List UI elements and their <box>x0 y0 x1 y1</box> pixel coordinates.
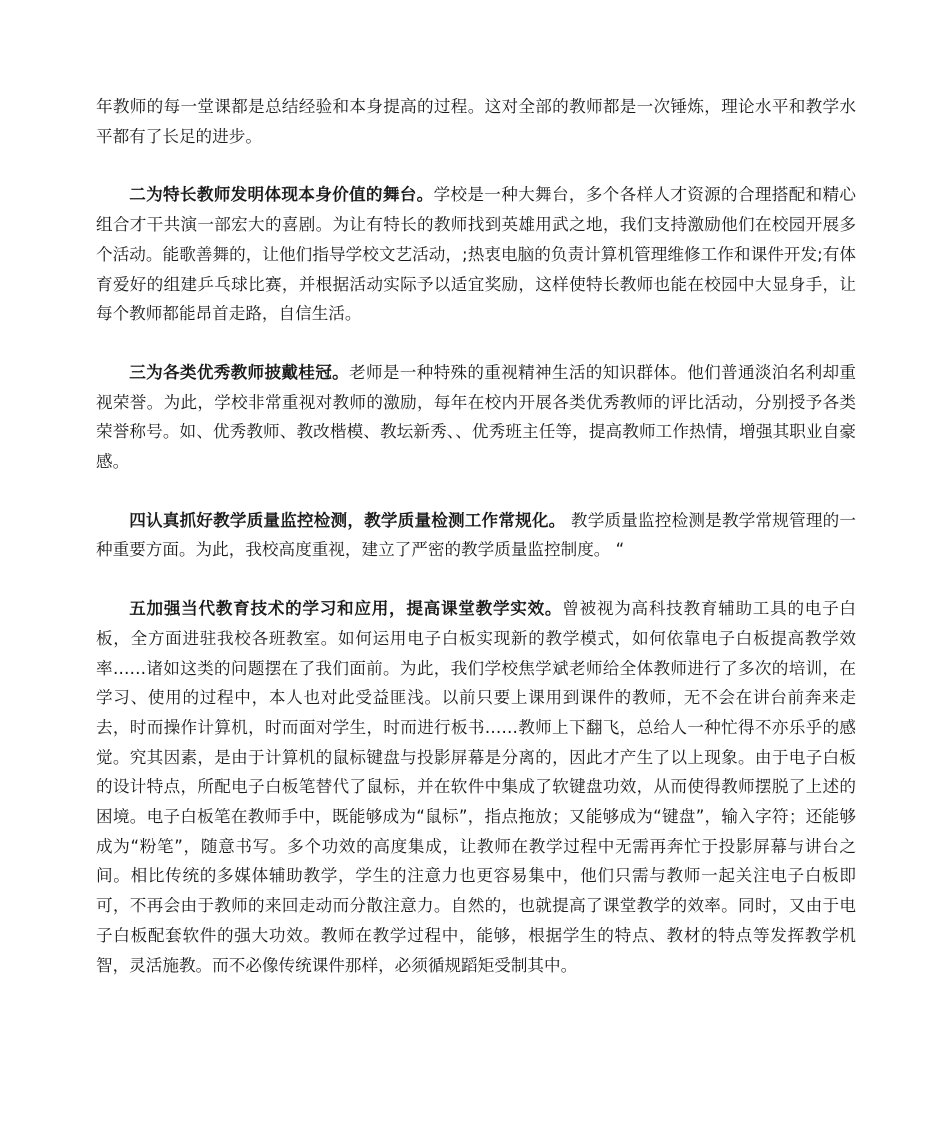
paragraph-text: 学校是一种大舞台，多个各样人才资源的合理搭配和精心组合才干共演一部宏大的喜剧。为让有特长的教师找到英雄用武之地，我们支持激励他们在校园开展多个活动。能歌善舞的，让他们指导学校文艺活动，;热衷电脑的负责计算机管理维修工作和课件开发;有体育爱好的组建乒乓球比赛，并根据活动实际予以适宜奖励，这样使特长教师也能在校园中大显身手，让每个教师都能昂首走路，自信生活。 <box>96 185 857 324</box>
paragraph-text: 教学质量监控检测是教学常规管理的一种重要方面。为此，我校高度重视，建立了严密的教学质量监控制度。 “ <box>96 510 856 560</box>
paragraph-continued <box>96 92 856 151</box>
paragraph-specialty-teachers <box>96 180 856 329</box>
paragraph-text: 年教师的每一堂课都是总结经验和本身提高的过程。这对全部的教师都是一次锤炼，理论水平和教学水平都有了长足的进步。 <box>96 97 856 146</box>
paragraph-excellent-teachers <box>96 358 856 477</box>
paragraph-text: 老师是一种特殊的重视精神生活的知识群体。他们普通淡泊名利却重视荣誉。为此，学校非常重视对教师的激励，每年在校内开展各类优秀教师的评比活动，分别授予各类荣誉称号。如、优秀教师、教改楷模、教坛新秀、、优秀班主任等，提高教师工作热情，增强其职业自豪感。 <box>96 362 857 472</box>
paragraph-heading: 四认真抓好教学质量监控检测，教学质量检测工作常规化。 <box>129 510 566 530</box>
paragraph-heading: 五加强当代教育技术的学习和应用，提高课堂教学实效。 <box>129 599 563 619</box>
paragraph-quality-monitoring <box>96 506 856 565</box>
paragraph-text: 曾被视为高科技教育辅助工具的电子白板，全方面进驻我校各班教室。如何运用电子白板实现新的教学模式，如何依靠电子白板提高教学效率……诸如这类的问题摆在了我们面前。为此，我们学校焦学斌老师给全体教师进行了多次的培训，在学习、使用的过程中，本人也对此受益匪浅。以前只要上课用到课件的教师，无不会在讲台前奔来走去，时而操作计算机，时而面对学生，时而进行板书……教师上下翻飞，总给人一种忙得不亦乐乎的感觉。究其因素，是由于计算机的鼠标键盘与投影屏幕是分离的，因此才产生了以上现象。由于电子白板的设计特点，所配电子白板笔替代了鼠标，并在软件中集成了软键盘功效，从而使得教师摆脱了上述的困境。电子白板笔在教师手中，既能够成为“鼠标”，指点拖放；又能够成为“键盘”，输入字符；还能够成为“粉笔”，随意书写。多个功效的高度集成，让教师在教学过程中无需再奔忙于投影屏幕与讲台之间。相比传统的多媒体辅助教学，学生的注意力也更容易集中，他们只需与教师一起关注电子白板即可，不再会由于教师的来回走动而分散注意力。自然的，也就提高了课堂教学的效率。同时，又由于电子白板配套软件的强大功效。教师在教学过程中，能够，根据学生的特点、教材的特点等发挥教学机智，灵活施教。而不必像传统课件那样，必须循规蹈矩受制其中。 <box>96 599 857 975</box>
document-page <box>96 92 856 980</box>
paragraph-education-technology <box>96 594 856 980</box>
paragraph-heading: 二为特长教师发明体现本身价值的舞台。 <box>129 185 434 205</box>
paragraph-heading: 三为各类优秀教师披戴桂冠。 <box>129 362 350 382</box>
